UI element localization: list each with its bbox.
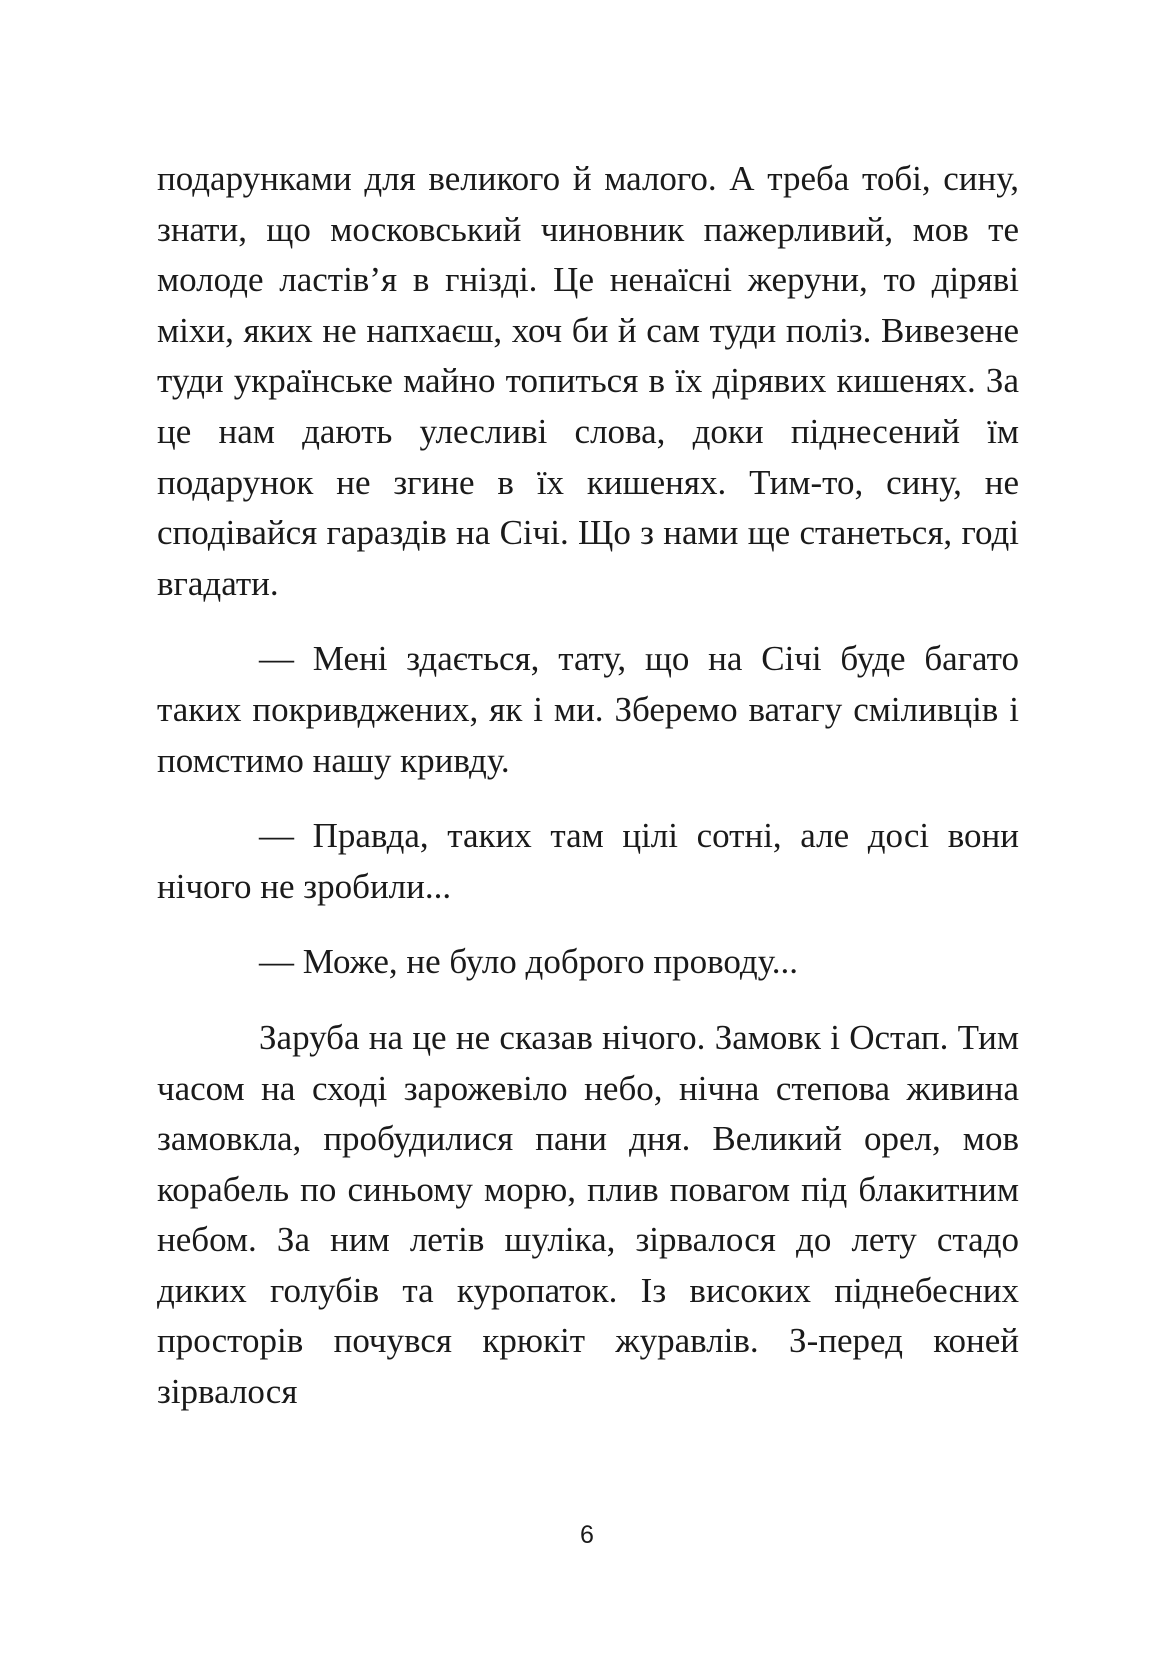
paragraph-dialogue-ostap: — Мені здається, тату, що на Січі буде багато таких покривджених, як і ми. Зберемо ватагу сміливців і помстимо нашу кривду. bbox=[157, 639, 1019, 780]
paragraph-narration: Заруба на це не сказав нічого. Замовк і Остап. Тим часом на сході зарожевіло небо, нічна степова живина замовкла, пробудилися пани дня. Великий орел, мов корабель по синьому морю, плив повагом під блакитним небом. За ним летів шуліка, зірвалося до лету стадо диких голубів та куропаток. Із високих піднебесних просторів почувся крюкіт журавлів. З-перед коней зірвалося bbox=[157, 1017, 1019, 1412]
page-number: 6 bbox=[580, 1521, 594, 1549]
paragraph-dialogue-ostap-reply: — Може, не було доброго проводу... bbox=[259, 942, 798, 982]
paragraph-continuation: подарунками для великого й малого. А треба тобі, сину, знати, що московський чиновник пажерливий, мов те молоде ластів’я в гнізді. Це ненаїсні жеруни, то діряві міхи, яких не напхаєш, хоч би й сам туди поліз. Вивезене туди українське майно топиться в їх дірявих кишенях. За це нам дають улесливі слова, доки піднесений їм подарунок не згине в їх кишенях. Тим-то, сину, не сподівайся гараздів на Січі. Що з нами ще станеться, годі вгадати. bbox=[157, 159, 1019, 603]
paragraph-dialogue-zaruba: — Правда, таких там цілі сотні, але досі вони нічого не зробили... bbox=[157, 816, 1019, 906]
body-text bbox=[157, 154, 1019, 1418]
